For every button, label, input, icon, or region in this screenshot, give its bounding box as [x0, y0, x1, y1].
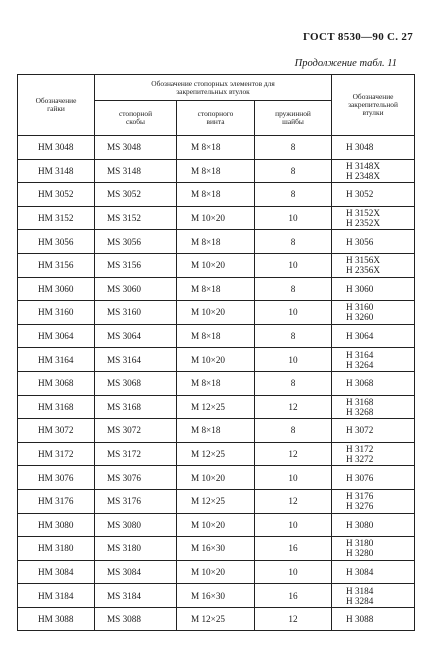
table-row: [18, 206, 415, 230]
spring-washer-cell: 12: [255, 489, 332, 513]
sleeve-designation-line: H 3184: [346, 585, 374, 596]
table-body: [18, 136, 415, 631]
spring-washer-cell: 16: [255, 584, 332, 608]
lock-screw-cell: M 10×20: [177, 206, 255, 230]
spring-washer-cell: 12: [255, 607, 332, 631]
spring-washer-cell: 8: [255, 159, 332, 183]
spring-washer-cell: 8: [255, 230, 332, 254]
table-row: [18, 560, 415, 584]
sleeve-designation-line: H 2352X: [346, 218, 380, 229]
sleeve-designation-line: H 3088: [346, 614, 374, 625]
lock-screw-cell: M 16×30: [177, 537, 255, 561]
table-row: [18, 371, 415, 395]
header-spring-washer: пружинной шайбы: [255, 101, 332, 136]
lock-washer-cell: MS 3160: [95, 301, 177, 325]
sleeve-designation-line: H 3152X: [346, 208, 380, 219]
sleeve-designation-cell: [332, 324, 415, 348]
sleeve-designation-line: H 3276: [346, 501, 374, 512]
lock-washer-cell: MS 3064: [95, 324, 177, 348]
sleeve-designation-cell: [332, 371, 415, 395]
sleeve-designation-line: H 3080: [346, 519, 374, 530]
sleeve-designation-line: H 3180: [346, 538, 374, 549]
sleeve-designation-cell: [332, 183, 415, 207]
nut-designation-cell: HM 3148: [18, 159, 95, 183]
spring-washer-cell: 10: [255, 253, 332, 277]
spring-washer-cell: 10: [255, 301, 332, 325]
sleeve-designation-line: H 3068: [346, 378, 374, 389]
spring-washer-cell: 16: [255, 537, 332, 561]
lock-screw-cell: M 12×25: [177, 442, 255, 466]
table-row: [18, 584, 415, 608]
lock-washer-cell: MS 3068: [95, 371, 177, 395]
spring-washer-cell: 10: [255, 206, 332, 230]
nut-designation-cell: HM 3064: [18, 324, 95, 348]
nut-designation-cell: HM 3160: [18, 301, 95, 325]
table-row: [18, 159, 415, 183]
lock-washer-cell: MS 3080: [95, 513, 177, 537]
lock-washer-cell: MS 3172: [95, 442, 177, 466]
lock-washer-cell: MS 3084: [95, 560, 177, 584]
lock-washer-cell: MS 3088: [95, 607, 177, 631]
lock-screw-cell: M 8×18: [177, 159, 255, 183]
spring-washer-cell: 8: [255, 324, 332, 348]
sleeve-designation-line: H 3076: [346, 472, 374, 483]
spring-washer-cell: 8: [255, 183, 332, 207]
nut-designation-cell: HM 3068: [18, 371, 95, 395]
nut-designation-cell: HM 3084: [18, 560, 95, 584]
nut-designation-cell: HM 3060: [18, 277, 95, 301]
header-lock-washer: стопорной скобы: [95, 101, 177, 136]
lock-screw-cell: M 10×20: [177, 466, 255, 490]
lock-washer-cell: MS 3048: [95, 136, 177, 160]
nut-designation-cell: HM 3052: [18, 183, 95, 207]
spring-washer-cell: 8: [255, 277, 332, 301]
sleeve-designation-line: H 3048: [346, 142, 374, 153]
lock-screw-cell: M 10×20: [177, 301, 255, 325]
sleeve-designation-line: H 3176: [346, 491, 374, 502]
sleeve-designation-cell: [332, 560, 415, 584]
lock-screw-cell: M 8×18: [177, 183, 255, 207]
spring-washer-cell: 8: [255, 371, 332, 395]
spring-washer-cell: 8: [255, 136, 332, 160]
table-row: [18, 348, 415, 372]
sleeve-designation-cell: [332, 253, 415, 277]
sleeve-designation-cell: [332, 230, 415, 254]
sleeve-designation-cell: [332, 159, 415, 183]
table-row: [18, 230, 415, 254]
sleeve-designation-line: H 3268: [346, 406, 374, 417]
lock-washer-cell: MS 3072: [95, 419, 177, 443]
lock-washer-cell: MS 3060: [95, 277, 177, 301]
lock-screw-cell: M 10×20: [177, 253, 255, 277]
lock-washer-cell: MS 3184: [95, 584, 177, 608]
lock-screw-cell: M 8×18: [177, 230, 255, 254]
sleeve-designation-cell: [332, 513, 415, 537]
sleeve-designation-line: H 2348X: [346, 170, 380, 181]
spring-washer-cell: 12: [255, 395, 332, 419]
lock-washer-cell: MS 3180: [95, 537, 177, 561]
sleeve-designation-line: H 3284: [346, 595, 374, 606]
table-row: [18, 466, 415, 490]
header-sleeve-designation: Обозначение закрепительной втулки: [332, 75, 415, 136]
spring-washer-cell: 10: [255, 466, 332, 490]
lock-washer-cell: MS 3156: [95, 253, 177, 277]
sleeve-designation-cell: [332, 489, 415, 513]
sleeve-designation-line: H 3164: [346, 349, 374, 360]
sleeve-designation-line: H 3148X: [346, 160, 380, 171]
table-row: [18, 513, 415, 537]
nut-designation-cell: HM 3088: [18, 607, 95, 631]
sleeve-designation-line: H 2356X: [346, 265, 380, 276]
sleeve-designation-cell: [332, 301, 415, 325]
table-caption: Продолжение табл. 11: [294, 58, 397, 69]
table-row: [18, 607, 415, 631]
nut-designation-cell: HM 3156: [18, 253, 95, 277]
sleeve-designation-line: H 3072: [346, 425, 374, 436]
lock-screw-cell: M 10×20: [177, 348, 255, 372]
lock-washer-cell: MS 3168: [95, 395, 177, 419]
lock-screw-cell: M 8×18: [177, 324, 255, 348]
sleeve-designation-cell: [332, 442, 415, 466]
sleeve-designation-cell: [332, 537, 415, 561]
nut-designation-cell: HM 3056: [18, 230, 95, 254]
table-row: [18, 136, 415, 160]
sleeve-designation-line: H 3272: [346, 454, 374, 465]
lock-washer-cell: MS 3052: [95, 183, 177, 207]
lock-screw-cell: M 8×18: [177, 419, 255, 443]
sleeve-designation-line: H 3160: [346, 302, 374, 313]
sleeve-designation-line: H 3280: [346, 548, 374, 559]
lock-washer-cell: MS 3164: [95, 348, 177, 372]
table-row: [18, 442, 415, 466]
nut-designation-cell: HM 3048: [18, 136, 95, 160]
nut-designation-cell: HM 3080: [18, 513, 95, 537]
table-row: [18, 324, 415, 348]
sleeve-designation-cell: [332, 136, 415, 160]
header-nut-designation: Обозначение гайки: [18, 75, 95, 136]
spring-washer-cell: 10: [255, 513, 332, 537]
lock-washer-cell: MS 3176: [95, 489, 177, 513]
nut-designation-cell: HM 3176: [18, 489, 95, 513]
sleeve-designation-line: H 3064: [346, 331, 374, 342]
sleeve-designation-cell: [332, 206, 415, 230]
lock-washer-cell: MS 3148: [95, 159, 177, 183]
nut-designation-cell: HM 3072: [18, 419, 95, 443]
nut-designation-cell: HM 3184: [18, 584, 95, 608]
header-lock-screw: стопорного винта: [177, 101, 255, 136]
nut-designation-cell: HM 3180: [18, 537, 95, 561]
nut-designation-cell: HM 3164: [18, 348, 95, 372]
sleeve-designation-line: H 3052: [346, 189, 374, 200]
sleeve-designation-cell: [332, 584, 415, 608]
spring-washer-cell: 12: [255, 442, 332, 466]
table-row: [18, 537, 415, 561]
sleeve-designation-line: H 3084: [346, 566, 374, 577]
lock-washer-cell: MS 3152: [95, 206, 177, 230]
sleeve-designation-cell: [332, 607, 415, 631]
lock-screw-cell: M 12×25: [177, 395, 255, 419]
sleeve-designation-line: H 3056: [346, 236, 374, 247]
sleeve-designation-cell: [332, 348, 415, 372]
spec-table: [17, 74, 415, 631]
sleeve-designation-line: H 3168: [346, 396, 374, 407]
table-row: [18, 489, 415, 513]
lock-screw-cell: M 12×25: [177, 607, 255, 631]
sleeve-designation-line: H 3264: [346, 359, 374, 370]
header-lock-elements-group: Обозначение стопорных элементов для закрепительных втулок: [95, 75, 332, 101]
spring-washer-cell: 8: [255, 419, 332, 443]
nut-designation-cell: HM 3172: [18, 442, 95, 466]
table-row: [18, 419, 415, 443]
spring-washer-cell: 10: [255, 348, 332, 372]
sleeve-designation-line: H 3060: [346, 283, 374, 294]
sleeve-designation-line: H 3156X: [346, 255, 380, 266]
lock-washer-cell: MS 3056: [95, 230, 177, 254]
lock-screw-cell: M 8×18: [177, 136, 255, 160]
table-row: [18, 277, 415, 301]
sleeve-designation-line: H 3260: [346, 312, 374, 323]
lock-washer-cell: MS 3076: [95, 466, 177, 490]
nut-designation-cell: HM 3168: [18, 395, 95, 419]
sleeve-designation-cell: [332, 466, 415, 490]
lock-screw-cell: M 8×18: [177, 277, 255, 301]
table-row: [18, 253, 415, 277]
sleeve-designation-cell: [332, 419, 415, 443]
lock-screw-cell: M 12×25: [177, 489, 255, 513]
sleeve-designation-cell: [332, 395, 415, 419]
lock-screw-cell: M 16×30: [177, 584, 255, 608]
lock-screw-cell: M 8×18: [177, 371, 255, 395]
table-row: [18, 183, 415, 207]
table-row: [18, 395, 415, 419]
spring-washer-cell: 10: [255, 560, 332, 584]
table-row: [18, 301, 415, 325]
nut-designation-cell: HM 3152: [18, 206, 95, 230]
page-header: ГОСТ 8530—90 С. 27: [302, 31, 413, 43]
nut-designation-cell: HM 3076: [18, 466, 95, 490]
sleeve-designation-line: H 3172: [346, 444, 374, 455]
lock-screw-cell: M 10×20: [177, 560, 255, 584]
sleeve-designation-cell: [332, 277, 415, 301]
lock-screw-cell: M 10×20: [177, 513, 255, 537]
